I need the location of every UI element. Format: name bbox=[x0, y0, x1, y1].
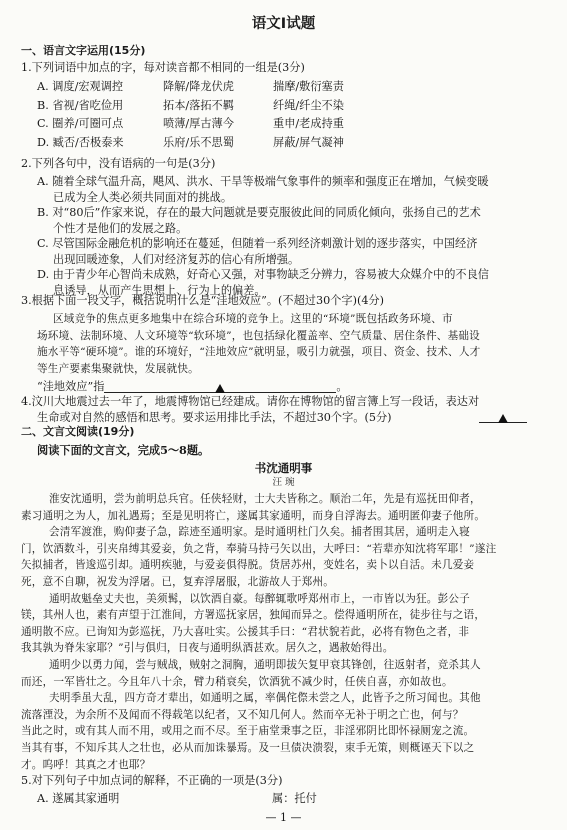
option-word-pair: 拓本/落拓不羁 bbox=[163, 98, 234, 112]
essay-line: 淮安沈通明，尝为前明总兵官。任侠轻财，士大夫皆称之。顺治二年，先是有巡抚田仰者， bbox=[49, 493, 481, 505]
essay-line: 门，饮酒数斗，引夹帛缚其爱妾，负之背，奉骑马持弓矢以出，大呼曰：“若辈亦知沈将军耶！”遂注 bbox=[21, 542, 497, 555]
option-text-line: 个性才是他们的发展之路。 bbox=[53, 221, 188, 235]
question-5-option-a-gloss: 属：托付 bbox=[272, 792, 317, 805]
page-title: 语文Ⅰ试题 bbox=[251, 16, 316, 32]
essay-line: 通明少以勇力闻，尝与贼战，贼射之洞胸，通明即拔矢复甲衰其锋创，往返射者，竞杀其人 bbox=[49, 659, 481, 671]
option-text-line: C. 尽管国际金融危机的影响还在蔓延，但随着一系列经济刺激计划的逐步落实，中国经济 bbox=[37, 237, 478, 250]
option-text-line: B. 对“80后”作家来说，存在的最大问题就是要克服彼此间的同质化倾向，张扬自己的艺术 bbox=[37, 206, 481, 219]
question-3-stem: 3.根据下面一段文字，概括说明什么是“洼地效应”。(不超过30个字)(4分) bbox=[21, 294, 384, 307]
triangle-marker-icon bbox=[498, 414, 508, 423]
option-text-line: A. 随着全球气温升高，飓风、洪水、干旱等极端气象事件的频率和强度正在增加，气候变暖 bbox=[37, 175, 489, 188]
passage-line: 施水平等“硬环境”。谁的环境好，“洼地效应”就明显，吸引力就强，项目、资金、技术、人才 bbox=[37, 346, 481, 358]
answer-blank[interactable] bbox=[104, 382, 336, 393]
essay-line: 素习通明之为人，加礼遇焉；至是见明将亡，遂属其家通明，而身自浮海去。通明匿仰妻子他所。 bbox=[21, 509, 486, 522]
section-heading-language-use: 一、语言文字运用(15分) bbox=[21, 44, 146, 57]
question-2-stem: 2.下列各句中，没有语病的一句是(3分) bbox=[21, 157, 216, 170]
question-5-option-a: A. 遂属其家通明 bbox=[37, 792, 120, 805]
option-word-pair: 揣摩/敷衍塞责 bbox=[273, 80, 344, 93]
question-1-stem: 1.下列词语中加点的字，每对读音都不相同的一组是(3分) bbox=[21, 61, 305, 74]
essay-line: 通明故魁垒丈夫也，美须髯，以饮酒自豪。每醉辄歌呼郑州市上，一市皆以为狂。彭公子 bbox=[49, 592, 470, 605]
section-heading-classical-reading: 二、文言文阅读(19分) bbox=[21, 425, 135, 438]
essay-line: 会清军渡淮，购仰妻子急，踪迹至通明家。是时通明杜门久矣。捕者围其居，通明走入寝 bbox=[49, 526, 470, 539]
essay-line: 我其孰为脊朱家耶？”引与俱归，日夜与通明纵酒甚欢。居久之，遇赦始得出。 bbox=[21, 642, 394, 655]
option-word-pair: 乐府/乐不思蜀 bbox=[163, 135, 234, 149]
essay-line: 通明散不应。已询知为彭巡抚，乃大喜吐实。公援其手曰：“君状貌若此，必将有物色之者，非 bbox=[21, 625, 470, 638]
option-word-pair: 纤绳/纤尘不染 bbox=[273, 98, 344, 112]
option-text-line: D. 由于青少年心智尚未成熟，好奇心又强，对事物缺乏分辨力，容易被大众媒介中的不良信 bbox=[37, 268, 489, 281]
essay-line: 死，意不自聊，祝发为浮屠。已，复弃浮屠服，北游故人于郑州。 bbox=[21, 576, 335, 588]
essay-author: 汪 琬 bbox=[272, 477, 295, 488]
question-4-answer-blank[interactable] bbox=[479, 410, 527, 424]
option-word-pair: C. 圈养/可圈可点 bbox=[37, 117, 124, 130]
essay-line: 流落湮没，为余所不及闻而不得载笔以纪者，又不知几何人。然而卒无补于明之亡也，何与？ bbox=[21, 708, 464, 721]
essay-line: 夫明季虽大乱，四方奇才辈出，如通明之属，率偶侘傺未尝之人，此皆予之所习闻也。其他 bbox=[49, 692, 481, 705]
passage-line: 区域竞争的焦点更多地集中在综合环境的竞争上。这里的“环境”既包括政务环境、市 bbox=[53, 313, 453, 325]
question-4-line: 4.汶川大地震过去一年了，地震博物馆已经建成。请你在博物馆的留言簿上写一段话，表达对 bbox=[21, 395, 480, 408]
reading-instructions: 阅读下面的文言文，完成5～8题。 bbox=[37, 443, 210, 457]
option-word-pair: A. 调度/宏观调控 bbox=[37, 80, 124, 93]
question-5-stem: 5.对下列句子中加点词的解释，不正确的一项是(3分) bbox=[21, 774, 283, 787]
passage-line: 等生产要素集聚就快，发展就快。 bbox=[37, 362, 199, 375]
question-4-line: 生命或对自然的感悟和思考。要求运用排比手法，不超过30个字。(5分) bbox=[37, 411, 392, 424]
essay-title: 书沈通明事 bbox=[254, 461, 313, 475]
essay-line: 当其有事，不知斥其人之壮也，必从而加诛暴焉。及一旦债决溃裂，束手无策，则概诬天下以之 bbox=[21, 742, 475, 754]
essay-line: 镁，其州人也，素有声望于江淮间，方署巡抚家居，独闻而异之。偿得通明所在，徒步往与之语， bbox=[21, 609, 486, 622]
option-text-line: 息诱导，从而产生思想上、行为上的偏差。 bbox=[53, 283, 266, 297]
answer-prefix: “洼地效应”指 bbox=[37, 380, 105, 393]
option-word-pair: B. 省视/省吃俭用 bbox=[37, 98, 124, 112]
essay-line: 才。呜呼！其真之才也耶？ bbox=[21, 758, 151, 771]
passage-line: 场环境、法制环境、人文环境等“软环境”，也包括绿化覆盖率、空气质量、居住条件、基础设 bbox=[37, 329, 480, 342]
essay-line: 而还，一军皆壮之。今且年八十余，臂力稍衰矣，饮酒犹不减少时，任侠自喜，亦如故也。 bbox=[21, 675, 453, 688]
option-word-pair: 重申/老成持重 bbox=[273, 117, 344, 130]
question-3-answer-line bbox=[37, 380, 348, 394]
option-word-pair: D. 臧否/否极泰来 bbox=[37, 135, 124, 149]
option-text-line: 出现回暖迹象，人们对经济复苏的信心有所增强。 bbox=[53, 252, 300, 266]
essay-line: 矢拟捕者，皆逡巡引却。通明疾驰，与爱妾俱得脱。货居苏州，变姓名，卖卜以自活。未几爱妾 bbox=[21, 559, 475, 572]
page-number: — 1 — bbox=[265, 811, 302, 824]
answer-period: 。 bbox=[336, 380, 348, 393]
essay-line: 当此之时，或有其人而不用，或用之而不尽。至于庙堂秉事之臣，非淫邪阴比即怀禄厕宠之流。 bbox=[21, 725, 475, 738]
option-word-pair: 屏蔽/屏气凝神 bbox=[273, 135, 344, 149]
option-word-pair: 降解/降龙伏虎 bbox=[163, 80, 234, 93]
option-word-pair: 喷薄/厚古薄今 bbox=[163, 117, 234, 130]
option-text-line: 已成为全人类必须共同面对的挑战。 bbox=[53, 190, 233, 204]
triangle-marker-icon bbox=[215, 384, 225, 393]
